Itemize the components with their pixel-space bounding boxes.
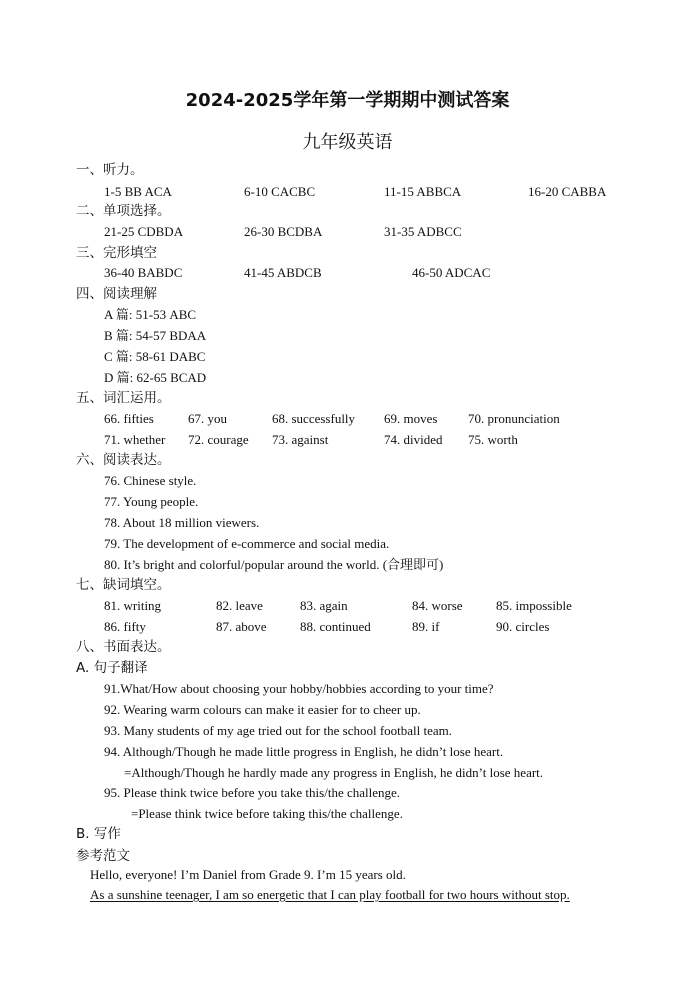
reading-answer-line: D 篇: 62-65 BCAD	[104, 370, 207, 385]
vocab-answer: 68. successfully	[272, 411, 356, 426]
translation-alternative: =Please think twice before taking this/the challenge.	[131, 806, 403, 821]
section-writing-heading: 八、书面表达。	[76, 639, 171, 655]
reading-answer-line: A 篇: 51-53 ABC	[104, 307, 197, 322]
gap-fill-answer: 84. worse	[412, 598, 463, 613]
subsection-translation-heading: A. 句子翻译	[76, 660, 148, 676]
vocab-answer: 73. against	[272, 432, 329, 447]
expression-answer: 78. About 18 million viewers.	[104, 515, 260, 530]
vocab-answer: 66. fifties	[104, 411, 154, 426]
answer-group: 16-20 CABBA	[528, 184, 607, 199]
expression-answer: 80. It’s bright and colorful/popular around the world. (合理即可)	[104, 557, 444, 572]
expression-answer: 77. Young people.	[104, 494, 199, 509]
answer-group: 6-10 CACBC	[244, 184, 316, 199]
expression-answer: 79. The development of e-commerce and social media.	[104, 536, 390, 551]
vocab-answer: 72. courage	[188, 432, 249, 447]
reading-answer-line: B 篇: 54-57 BDAA	[104, 328, 207, 343]
answer-group: 36-40 BABDC	[104, 265, 183, 280]
translation-answer: 93. Many students of my age tried out for the school football team.	[104, 723, 453, 738]
section-reading-expression-heading: 六、阅读表达。	[76, 452, 171, 468]
reading-answer-line: C 篇: 58-61 DABC	[104, 349, 206, 364]
section-reading-heading: 四、阅读理解	[76, 286, 157, 302]
page-subtitle: 九年级英语	[302, 132, 393, 153]
gap-fill-answer: 87. above	[216, 619, 267, 634]
vocab-answer: 70. pronunciation	[468, 411, 560, 426]
vocab-answer: 69. moves	[384, 411, 438, 426]
answer-group: 1-5 BB ACA	[104, 184, 172, 199]
vocab-answer: 75. worth	[468, 432, 518, 447]
answer-group: 26-30 BCDBA	[244, 224, 323, 239]
gap-fill-answer: 85. impossible	[496, 598, 572, 613]
section-cloze-heading: 三、完形填空	[76, 245, 157, 261]
page-title: 2024-2025学年第一学期期中测试答案	[185, 90, 510, 111]
section-listening-heading: 一、听力。	[76, 162, 144, 178]
gap-fill-answer: 88. continued	[300, 619, 371, 634]
translation-alternative: =Although/Though he hardly made any progress in English, he didn’t lose heart.	[124, 765, 544, 780]
translation-answer: 92. Wearing warm colours can make it easier for to cheer up.	[104, 702, 421, 717]
answer-group: 31-35 ADBCC	[384, 224, 462, 239]
vocab-answer: 67. you	[188, 411, 227, 426]
essay-line: Hello, everyone! I’m Daniel from Grade 9. I’m 15 years old.	[90, 867, 406, 882]
section-single-choice-heading: 二、单项选择。	[76, 203, 171, 219]
answer-group: 46-50 ADCAC	[412, 265, 491, 280]
expression-answer: 76. Chinese style.	[104, 473, 197, 488]
section-vocabulary-heading: 五、词汇运用。	[76, 390, 171, 406]
translation-answer: 94. Although/Though he made little progress in English, he didn’t lose heart.	[104, 744, 504, 759]
vocab-answer: 74. divided	[384, 432, 443, 447]
gap-fill-answer: 89. if	[412, 619, 440, 634]
gap-fill-answer: 86. fifty	[104, 619, 146, 634]
reference-essay-label: 参考范文	[76, 848, 130, 864]
answer-group: 21-25 CDBDA	[104, 224, 184, 239]
gap-fill-answer: 82. leave	[216, 598, 263, 613]
gap-fill-answer: 90. circles	[496, 619, 550, 634]
gap-fill-answer: 83. again	[300, 598, 348, 613]
section-gap-fill-heading: 七、缺词填空。	[76, 577, 171, 593]
vocab-answer: 71. whether	[104, 432, 166, 447]
answer-group: 11-15 ABBCA	[384, 184, 462, 199]
gap-fill-answer: 81. writing	[104, 598, 162, 613]
translation-answer: 91.What/How about choosing your hobby/hobbies according to your time?	[104, 681, 494, 696]
subsection-writing-heading: B. 写作	[76, 826, 121, 842]
translation-answer: 95. Please think twice before you take this/the challenge.	[104, 785, 401, 800]
essay-line-underlined: As a sunshine teenager, I am so energetic that I can play football for two hours without stop.	[90, 887, 570, 902]
answer-group: 41-45 ABDCB	[244, 265, 322, 280]
